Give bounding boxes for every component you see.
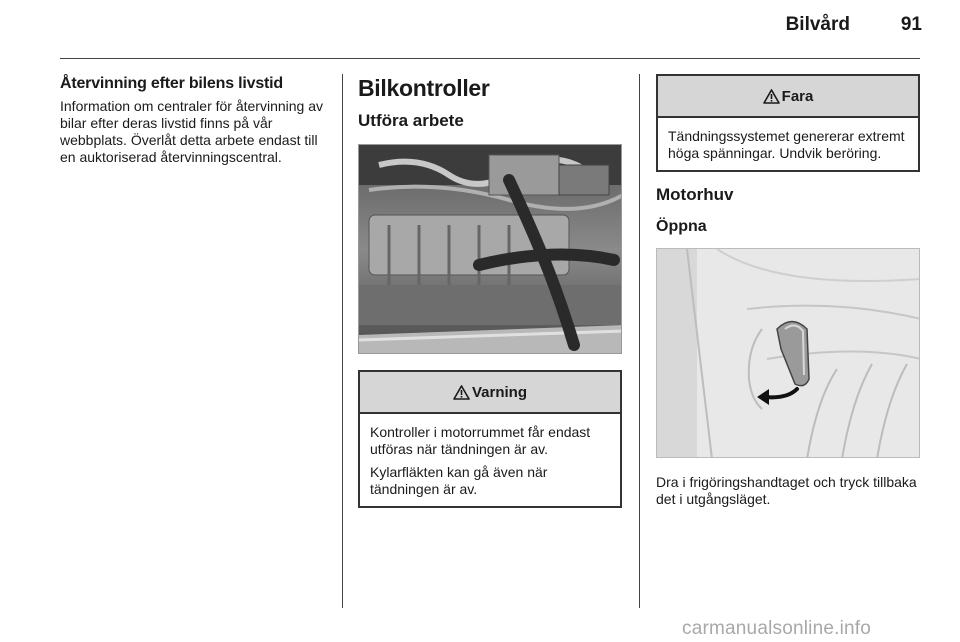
watermark: carmanualsonline.info xyxy=(682,618,872,639)
hood-release-caption: Dra i frigöringshandtaget och tryck tillbaka det i utgångsläget. xyxy=(656,474,917,507)
warning-box-body xyxy=(360,414,620,506)
warning-label: Varning xyxy=(471,383,527,401)
danger-box-body xyxy=(658,118,918,170)
hood-release-illustration xyxy=(656,248,920,458)
warning-paragraph: Kylarfläkten kan gå även när tändningen är av. xyxy=(370,464,548,497)
warning-box-header xyxy=(360,372,620,414)
warning-triangle-icon xyxy=(453,385,470,400)
column-divider-right xyxy=(639,74,640,608)
open-heading: Öppna xyxy=(656,218,707,235)
perform-work-heading: Utföra arbete xyxy=(358,111,464,130)
danger-box-header xyxy=(658,76,918,118)
warning-paragraph: Kontroller i motorrummet får endast utföras när tändningen är av. xyxy=(370,424,591,457)
hood-heading: Motorhuv xyxy=(656,185,734,204)
column-divider-left xyxy=(342,74,343,608)
warning-box xyxy=(358,370,622,508)
page-number: 91 xyxy=(900,14,922,35)
engine-bay-photo xyxy=(358,144,622,354)
chapter-title: Bilkontroller xyxy=(358,75,490,101)
warning-triangle-icon xyxy=(763,89,780,104)
danger-label: Fara xyxy=(781,87,814,105)
danger-paragraph: Tändningssystemet genererar extremt höga spänningar. Undvik beröring. xyxy=(668,128,905,161)
recycling-paragraph: Information om centraler för återvinning av bilar efter deras livstid finns på vår webbplats. Överlåt detta arbete endast till en auktoriserad återvinningscentral. xyxy=(60,98,324,165)
danger-box xyxy=(656,74,920,172)
running-header-title: Bilvård xyxy=(785,14,850,35)
column-hood xyxy=(656,74,920,508)
column-recycling xyxy=(60,74,326,166)
recycling-heading: Återvinning efter bilens livstid xyxy=(60,75,283,92)
header-rule xyxy=(60,58,920,59)
column-car-checks xyxy=(358,74,622,508)
